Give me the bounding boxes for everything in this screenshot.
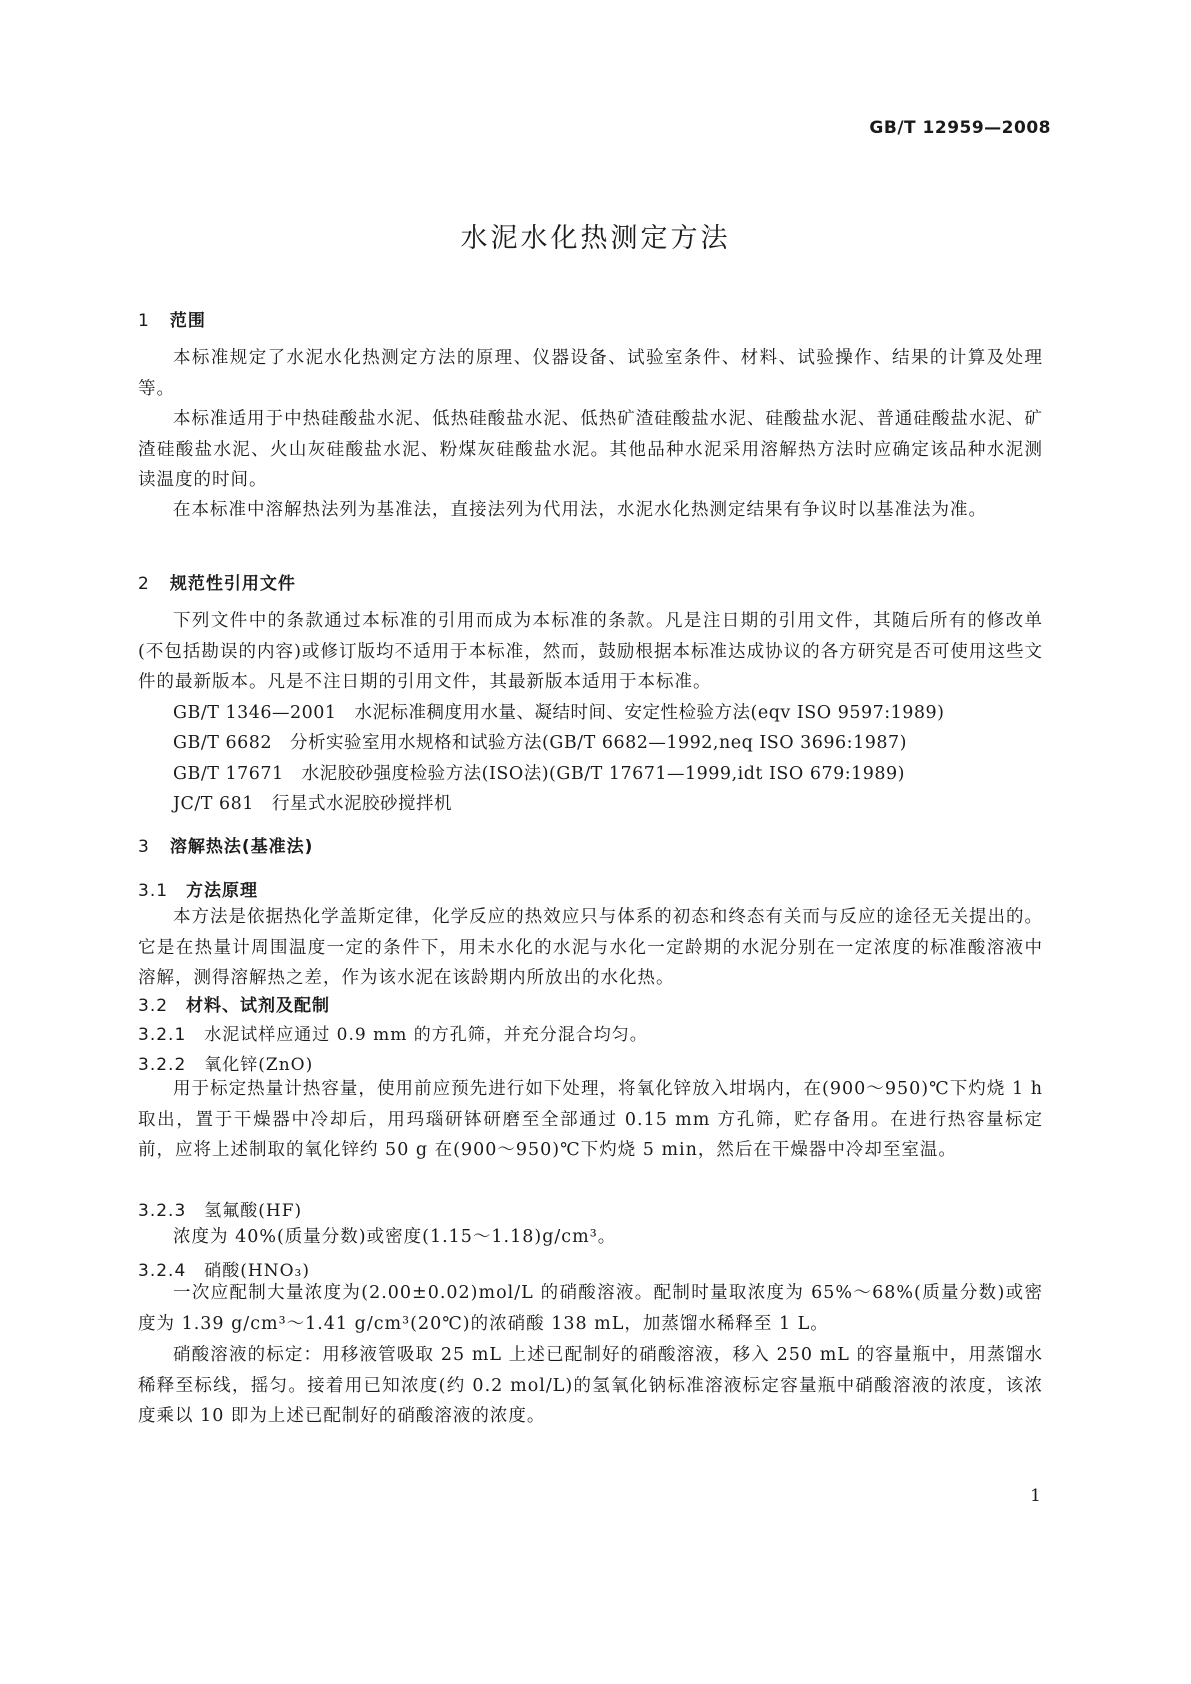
section-1-heading bbox=[138, 306, 206, 331]
reference-title: 分析实验室用水规格和试验方法(GB/T 6682—1992,neq ISO 3696:1987) bbox=[290, 733, 907, 753]
clause-number: 3.2.3 bbox=[138, 1201, 187, 1221]
reference-title: 行星式水泥胶砂搅拌机 bbox=[271, 794, 452, 814]
page-number: 1 bbox=[1030, 1486, 1041, 1506]
section-1-paragraph-1: 本标准规定了水泥水化热测定方法的原理、仪器设备、试验室条件、材料、试验操作、结果的计算及处理等。 bbox=[138, 348, 1043, 399]
standard-number: GB/T 12959—2008 bbox=[869, 118, 1051, 138]
section-1-paragraph-3: 在本标准中溶解热法列为基准法，直接法列为代用法，水泥水化热测定结果有争议时以基准法为准。 bbox=[173, 500, 987, 520]
section-title: 规范性引用文件 bbox=[169, 574, 296, 594]
reference-item bbox=[173, 790, 452, 815]
clause-3-2-3-heading bbox=[138, 1196, 302, 1221]
clause-3-2-2-paragraph: 用于标定热量计热容量，使用前应预先进行如下处理，将氧化锌放入坩埚内，在(900～950)℃下灼烧 1 h 取出，置于干燥器中冷却后，用玛瑙研钵研磨至全部通过 0.15 mm 方孔筛，贮存备用。在进行热容量标定前，应将上述制取的氧化锌约 50 g 在(900～950)℃下灼烧 5 min，然后在干燥器中冷却至室温。 bbox=[138, 1079, 1043, 1160]
clause-3-2-heading bbox=[138, 991, 330, 1016]
clause-title: 材料、试剂及配制 bbox=[186, 996, 331, 1016]
reference-code: GB/T 17671 bbox=[173, 764, 284, 784]
section-2-heading bbox=[138, 569, 296, 594]
section-number: 3 bbox=[138, 837, 150, 857]
clause-text: 水泥试样应通过 0.9 mm 的方孔筛，并充分混合均匀。 bbox=[204, 1025, 648, 1045]
document-title: 水泥水化热测定方法 bbox=[460, 223, 731, 254]
clause-3-1-paragraph: 本方法是依据热化学盖斯定律，化学反应的热效应只与体系的初态和终态有关而与反应的途径无关提出的。它是在热量计周围温度一定的条件下，用未水化的水泥与水化一定龄期的水泥分别在一定浓度的标准酸溶液中溶解，测得溶解热之差，作为该水泥在该龄期内所放出的水化热。 bbox=[138, 907, 1043, 988]
clause-number: 3.1 bbox=[138, 881, 169, 901]
section-3-heading bbox=[138, 832, 313, 857]
clause-title: 氧化锌(ZnO) bbox=[204, 1055, 314, 1075]
section-1-paragraph-2: 本标准适用于中热硅酸盐水泥、低热硅酸盐水泥、低热矿渣硅酸盐水泥、硅酸盐水泥、普通硅酸盐水泥、矿渣硅酸盐水泥、火山灰硅酸盐水泥、粉煤灰硅酸盐水泥。其他品种水泥采用溶解热方法时应确定该品种水泥测读温度的时间。 bbox=[138, 409, 1043, 490]
reference-code: JC/T 681 bbox=[173, 794, 254, 814]
clause-3-2-4-paragraph-1: 一次应配制大量浓度为(2.00±0.02)mol/L 的硝酸溶液。配制时量取浓度为 65%～68%(质量分数)或密度为 1.39 g/cm³～1.41 g/cm³(20℃)的浓硝酸 138 mL，加蒸馏水稀释至 1 L。 bbox=[138, 1283, 1043, 1334]
clause-3-2-3-paragraph: 浓度为 40%(质量分数)或密度(1.15～1.18)g/cm³。 bbox=[173, 1227, 617, 1247]
clause-3-1-heading bbox=[138, 876, 258, 901]
clause-number: 3.2.4 bbox=[138, 1261, 187, 1281]
reference-title: 水泥胶砂强度检验方法(ISO法)(GB/T 17671—1999,idt ISO 679:1989) bbox=[301, 764, 905, 784]
reference-item bbox=[173, 760, 905, 785]
clause-title: 氢氟酸(HF) bbox=[204, 1201, 303, 1221]
reference-code: GB/T 1346—2001 bbox=[173, 703, 337, 723]
clause-number: 3.2 bbox=[138, 996, 169, 1016]
clause-3-2-2-heading bbox=[138, 1050, 313, 1075]
clause-3-2-4-paragraph-2: 硝酸溶液的标定：用移液管吸取 25 mL 上述已配制好的硝酸溶液，移入 250 mL 的容量瓶中，用蒸馏水稀释至标线，摇匀。接着用已知浓度(约 0.2 mol/L)的氢氧化钠标准溶液标定容量瓶中硝酸溶液的浓度，该浓度乘以 10 即为上述已配制好的硝酸溶液的浓度。 bbox=[138, 1345, 1043, 1426]
clause-number: 3.2.1 bbox=[138, 1025, 187, 1045]
section-title: 溶解热法(基准法) bbox=[169, 837, 314, 857]
clause-3-2-1 bbox=[138, 1020, 648, 1045]
section-title: 范围 bbox=[169, 311, 206, 331]
clause-title: 方法原理 bbox=[186, 881, 259, 901]
reference-item bbox=[173, 699, 945, 724]
reference-title: 水泥标准稠度用水量、凝结时间、安定性检验方法(eqv ISO 9597:1989) bbox=[354, 703, 945, 723]
section-2-paragraph: 下列文件中的条款通过本标准的引用而成为本标准的条款。凡是注日期的引用文件，其随后所有的修改单(不包括勘误的内容)或修订版均不适用于本标准，然而，鼓励根据本标准达成协议的各方研究是否可使用这些文件的最新版本。凡是不注日期的引用文件，其最新版本适用于本标准。 bbox=[138, 611, 1043, 692]
reference-item bbox=[173, 729, 907, 754]
clause-title: 硝酸(HNO₃) bbox=[204, 1261, 310, 1281]
section-number: 2 bbox=[138, 574, 150, 594]
clause-number: 3.2.2 bbox=[138, 1055, 187, 1075]
reference-code: GB/T 6682 bbox=[173, 733, 273, 753]
section-number: 1 bbox=[138, 311, 150, 331]
